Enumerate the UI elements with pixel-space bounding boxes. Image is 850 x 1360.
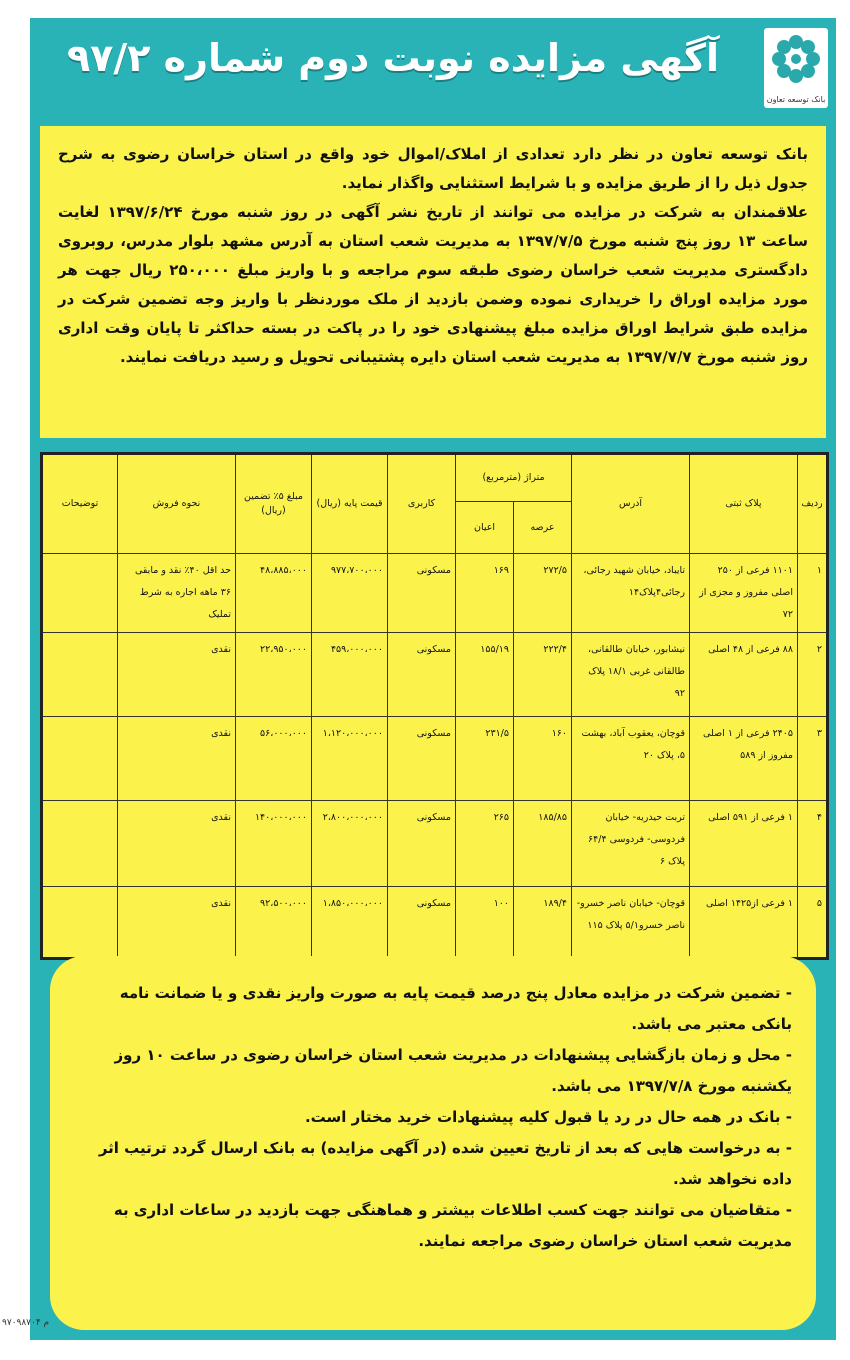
cell-row: ۳ bbox=[798, 717, 828, 801]
cell-address: قوچان، یعقوب آباد، بهشت ۵، پلاک ۲۰ bbox=[572, 717, 690, 801]
table-row bbox=[42, 717, 828, 801]
cell-sale-method: نقدی bbox=[118, 801, 236, 887]
cell-base-price: ۲،۸۰۰،۰۰۰،۰۰۰ bbox=[312, 801, 388, 887]
cell-row: ۴ bbox=[798, 801, 828, 887]
cell-base-price: ۹۷۷،۷۰۰،۰۰۰ bbox=[312, 554, 388, 633]
header-usage: کاربری bbox=[388, 454, 456, 554]
condition-item: - محل و زمان بازگشایی پیشنهادات در مدیریت شعب استان خراسان رضوی در ساعت ۱۰ روز یکشنبه مورخ ۱۳۹۷/۷/۸ می باشد. bbox=[114, 1046, 792, 1095]
logo-text: بانک توسعه تعاون bbox=[766, 95, 826, 104]
header-guarantee: مبلغ ۵٪ تضمین (ریال) bbox=[236, 454, 312, 554]
table-row bbox=[42, 887, 828, 959]
auction-table bbox=[40, 452, 829, 960]
cell-guarantee: ۵۶،۰۰۰،۰۰۰ bbox=[236, 717, 312, 801]
condition-item: - بانک در همه حال در رد یا قبول کلیه پیشنهادات خرید مختار است. bbox=[304, 1108, 792, 1126]
cell-base-price: ۱،۱۲۰،۰۰۰،۰۰۰ bbox=[312, 717, 388, 801]
auction-table-panel bbox=[40, 452, 826, 944]
cell-address: تایباد، خیابان شهید رجائی، رجائی۴پلاک۱۴ bbox=[572, 554, 690, 633]
cell-ayan: ۱۰۰ bbox=[456, 887, 514, 959]
cell-notes bbox=[42, 801, 118, 887]
table-row bbox=[42, 554, 828, 633]
cell-row: ۲ bbox=[798, 633, 828, 717]
condition-item: - به درخواست هایی که بعد از تاریخ تعیین شده (در آگهی مزایده) به بانک ارسال گردد ترتیب اثر داده نخواهد شد. bbox=[98, 1139, 792, 1188]
cell-sale-method: حد اقل ۴۰٪ نقد و مابقی ۳۶ ماهه اجاره به شرط تملیک bbox=[118, 554, 236, 633]
cell-address: قوچان- خیابان ناصر خسرو- ناصر خسرو۵/۱ پلاک ۱۱۵ bbox=[572, 887, 690, 959]
cell-plak: ۱۱۰۱ فرعی از ۲۵۰ اصلی مفروز و مجزی از ۷۲ bbox=[690, 554, 798, 633]
cell-arse: ۲۷۲/۵ bbox=[514, 554, 572, 633]
conditions-panel bbox=[50, 956, 816, 1330]
header-address: آدرس bbox=[572, 454, 690, 554]
ad-frame bbox=[30, 18, 836, 1340]
header-arse: عرصه bbox=[514, 502, 572, 554]
cell-sale-method: نقدی bbox=[118, 633, 236, 717]
cell-guarantee: ۲۲،۹۵۰،۰۰۰ bbox=[236, 633, 312, 717]
cell-row: ۵ bbox=[798, 887, 828, 959]
header-plak: پلاک ثبتی bbox=[690, 454, 798, 554]
header-notes: توضیحات bbox=[42, 454, 118, 554]
cell-plak: ۲۴۰۵ فرعی از ۱ اصلی مفروز از ۵۸۹ bbox=[690, 717, 798, 801]
cell-usage: مسکونی bbox=[388, 633, 456, 717]
header-row-number: ردیف bbox=[798, 454, 828, 554]
intro-paragraph-2: علاقمندان به شرکت در مزایده می توانند از تاریخ نشر آگهی در روز شنبه مورخ ۱۳۹۷/۶/۲۴ لغایت ساعت ۱۳ روز پنج شنبه مورخ ۱۳۹۷/۷/۵ به مدیریت شعب استان به آدرس مشهد بلوار مدرس، روبروی دادگستری مدیریت شعب خراسان رضوی طبقه سوم مراجعه و با واریز مبلغ ۲۵۰،۰۰۰ ریال جهت هر مورد مزایده اوراق را خریداری نموده وضمن بازدید از ملک موردنظر با واریز وجه تضمین شرکت در مزایده طبق شرایط اوراق مزایده مبلغ پیشنهادی خود را در پاکت در بسته حداکثر تا پایان وقت اداری روز شنبه مورخ ۱۳۹۷/۷/۷ به مدیریت شعب استان دایره پشتیبانی تحویل و رسید دریافت نمایند. bbox=[58, 203, 808, 366]
print-code: م ۹۷۰۹۸۷۰۴ bbox=[2, 1318, 50, 1328]
ad-header bbox=[30, 18, 836, 118]
cell-plak: ۸۸ فرعی از ۴۸ اصلی bbox=[690, 633, 798, 717]
cell-sale-method: نقدی bbox=[118, 717, 236, 801]
table-row bbox=[42, 633, 828, 717]
cell-row: ۱ bbox=[798, 554, 828, 633]
cell-notes bbox=[42, 717, 118, 801]
cell-plak: ۱ فرعی از ۵۹۱ اصلی bbox=[690, 801, 798, 887]
cell-usage: مسکونی bbox=[388, 554, 456, 633]
condition-item: - تضمین شرکت در مزایده معادل پنج درصد قیمت پایه به صورت واریز نقدی و یا ضمانت نامه بانکی معتبر می باشد. bbox=[119, 984, 792, 1033]
cell-notes bbox=[42, 554, 118, 633]
cell-base-price: ۱،۸۵۰،۰۰۰،۰۰۰ bbox=[312, 887, 388, 959]
cell-address: تربت حیدریه- خیابان فردوسی- فردوسی ۶۴/۴ پلاک ۶ bbox=[572, 801, 690, 887]
header-base-price: قیمت پایه (ریال) bbox=[312, 454, 388, 554]
cell-sale-method: نقدی bbox=[118, 887, 236, 959]
table-row bbox=[42, 801, 828, 887]
intro-paragraph-1: بانک توسعه تعاون در نظر دارد تعدادی از املاک/اموال خود واقع در استان خراسان رضوی به شرح جدول ذیل را از طریق مزایده و با شرایط استثنایی واگذار نماید. bbox=[58, 145, 808, 192]
header-ayan: اعیان bbox=[456, 502, 514, 554]
cell-ayan: ۱۶۹ bbox=[456, 554, 514, 633]
cell-arse: ۱۶۰ bbox=[514, 717, 572, 801]
cell-arse: ۱۸۹/۴ bbox=[514, 887, 572, 959]
cell-address: نیشابور، خیابان طالقانی، طالقانی غربی ۱۸/۱ پلاک ۹۲ bbox=[572, 633, 690, 717]
cell-ayan: ۱۵۵/۱۹ bbox=[456, 633, 514, 717]
cell-guarantee: ۹۲،۵۰۰،۰۰۰ bbox=[236, 887, 312, 959]
cell-notes bbox=[42, 887, 118, 959]
cell-guarantee: ۱۴۰،۰۰۰،۰۰۰ bbox=[236, 801, 312, 887]
cell-notes bbox=[42, 633, 118, 717]
cell-arse: ۲۲۲/۴ bbox=[514, 633, 572, 717]
page-title: آگهی مزایده نوبت دوم شماره ۹۷/۲ bbox=[66, 36, 720, 80]
cell-ayan: ۲۳۱/۵ bbox=[456, 717, 514, 801]
cell-usage: مسکونی bbox=[388, 887, 456, 959]
cell-arse: ۱۸۵/۸۵ bbox=[514, 801, 572, 887]
header-sale-method: نحوه فروش bbox=[118, 454, 236, 554]
cell-usage: مسکونی bbox=[388, 801, 456, 887]
cell-usage: مسکونی bbox=[388, 717, 456, 801]
cell-plak: ۱ فرعی از۱۴۲۵ اصلی bbox=[690, 887, 798, 959]
intro-panel bbox=[40, 126, 826, 438]
cell-base-price: ۴۵۹،۰۰۰،۰۰۰ bbox=[312, 633, 388, 717]
cell-guarantee: ۴۸،۸۸۵،۰۰۰ bbox=[236, 554, 312, 633]
header-area-group: متراژ (مترمربع) bbox=[456, 454, 572, 502]
bank-logo bbox=[764, 28, 828, 108]
bank-logo-icon bbox=[771, 34, 821, 84]
cell-ayan: ۲۶۵ bbox=[456, 801, 514, 887]
condition-item: - متقاضیان می توانند جهت کسب اطلاعات بیشتر و هماهنگی جهت بازدید در ساعات اداری به مدیریت شعب استان خراسان رضوی مراجعه نمایند. bbox=[113, 1201, 792, 1250]
